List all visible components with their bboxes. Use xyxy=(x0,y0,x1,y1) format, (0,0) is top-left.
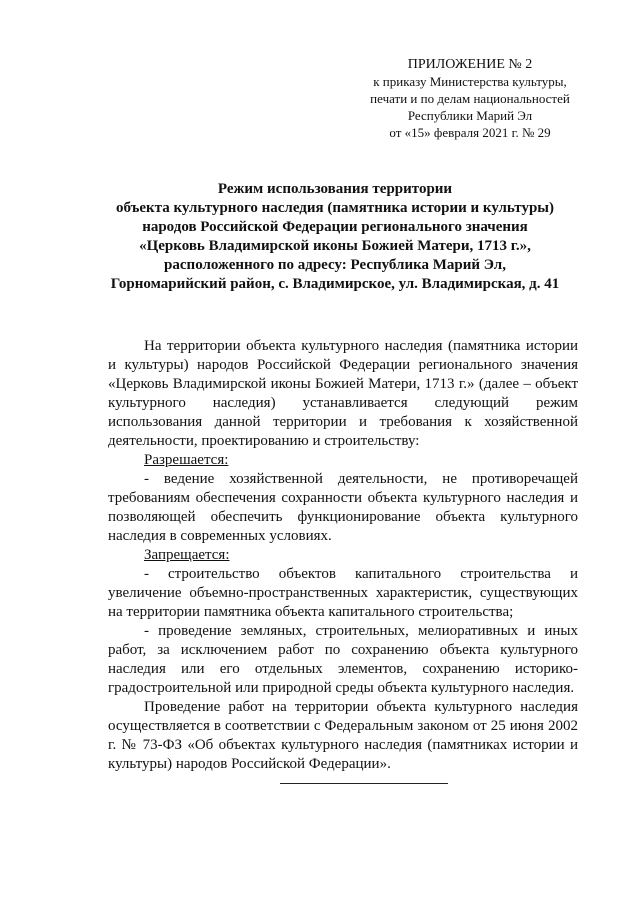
appendix-number: ПРИЛОЖЕНИЕ № 2 xyxy=(407,57,533,72)
forbidden-item-1: - строительство объектов капитального строительства и увеличение объемно-пространственных характеристик, существующих на территории памятника объекта капитального строительства; xyxy=(108,566,578,620)
appendix-line-1: к приказу Министерства культуры, xyxy=(373,74,567,89)
closing-paragraph: Проведение работ на территории объекта культурного наследия осуществляется в соответствии с Федеральным законом от 25 июня 2002 г. № 73-ФЗ «Об объектах культурного наследия (памятниках истории и культуры) народов Российской Федерации». xyxy=(108,699,578,772)
title-line-4: «Церковь Владимирской иконы Божией Матери, 1713 г.», xyxy=(139,238,531,254)
allowed-item: - ведение хозяйственной деятельности, не противоречащей требованиям обеспечения сохранности объекта культурного наследия и позволяющей обеспечить функционирование объекта культурного наследия в современных условиях. xyxy=(108,471,578,544)
forbidden-item-2: - проведение земляных, строительных, мелиоративных и иных работ, за исключением работ по сохранению объекта культурного наследия или его отдельных элементов, сохранению историко-градостроительной или природной среды объекта культурного наследия. xyxy=(108,623,578,696)
forbidden-heading: Запрещается: xyxy=(144,547,230,563)
appendix-line-3: Республики Марий Эл xyxy=(407,108,533,123)
title-line-3: народов Российской Федерации регионального значения xyxy=(142,219,528,235)
end-divider xyxy=(280,783,448,784)
title-line-5: расположенного по адресу: Республика Марий Эл, xyxy=(164,257,506,273)
document-title xyxy=(90,180,580,294)
appendix-line-4: от «15» февраля 2021 г. № 29 xyxy=(389,125,551,140)
title-line-6: Горномарийский район, с. Владимирское, ул. Владимирская, д. 41 xyxy=(110,276,560,292)
title-line-2: объекта культурного наследия (памятника истории и культуры) xyxy=(115,200,554,216)
document-body xyxy=(108,337,578,774)
title-line-1: Режим использования территории xyxy=(217,181,453,197)
appendix-header xyxy=(348,56,592,141)
intro-paragraph: На территории объекта культурного наследия (памятника истории и культуры) народов Российской Федерации регионального значения «Церковь Владимирской иконы Божией Матери, 1713 г.» (далее – объект культурного наследия) устанавливается следующий режим использования данной территории и требования к хозяйственной деятельности, проектированию и строительству: xyxy=(108,338,578,449)
allowed-heading: Разрешается: xyxy=(144,452,229,468)
appendix-line-2: печати и по делам национальностей xyxy=(370,91,570,106)
